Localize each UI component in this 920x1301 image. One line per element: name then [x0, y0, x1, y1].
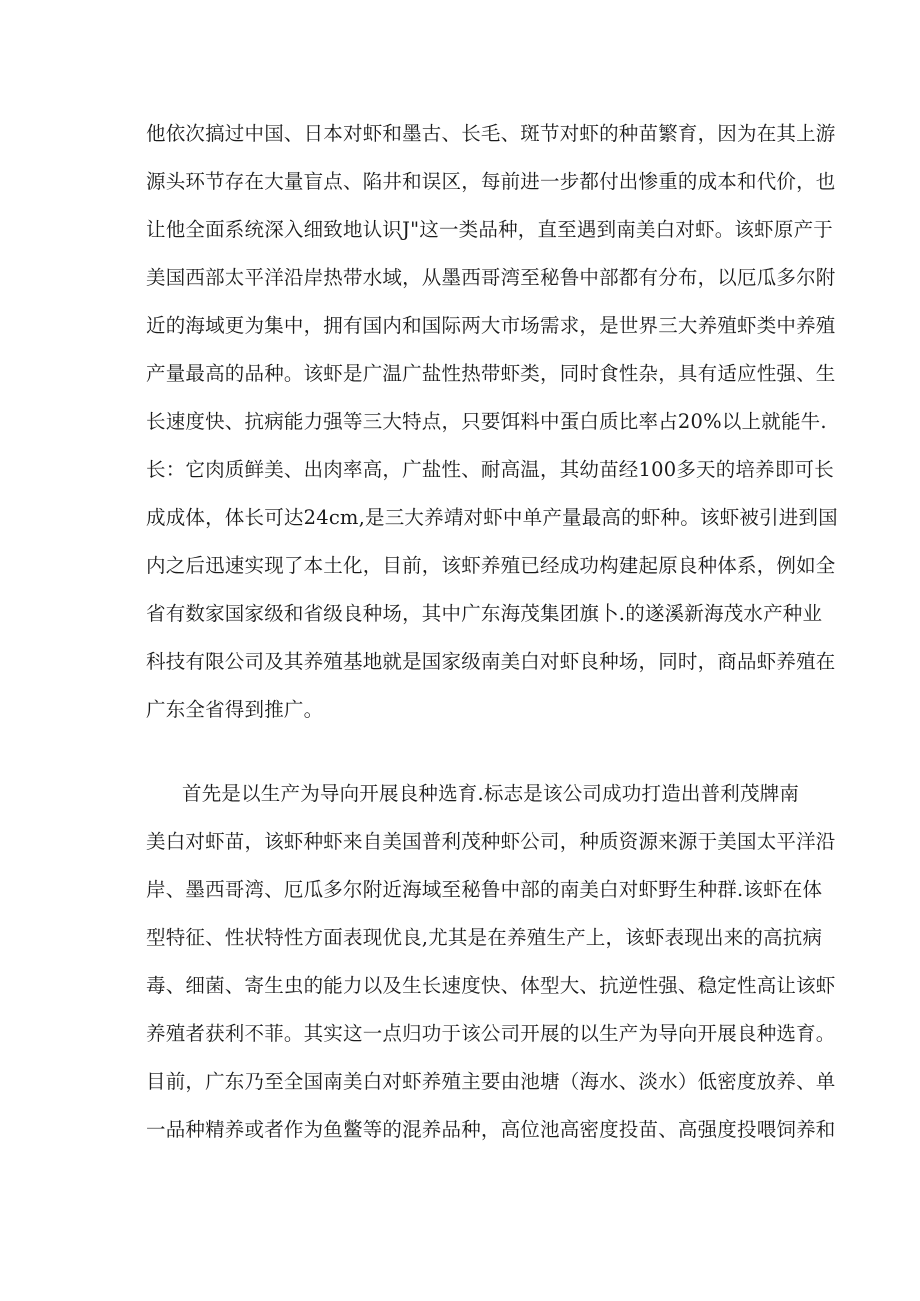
text-line: 内之后迅速实现了本土化，目前，该虾养殖已经成功构建起原良种体系，例如全: [146, 554, 836, 577]
text-line: 近的海域更为集中，拥有国内和国际两大市场需求，是世界三大养殖虾类中养殖: [146, 314, 836, 337]
text-line: 美国西部太平洋沿岸热带水域，从墨西哥湾至秘鲁中部都有分布，以厄瓜多尔附: [146, 266, 836, 289]
text-line: 目前，广东乃至全国南美白对虾养殖主要由池塘（海水、淡水）低密度放养、单: [146, 1070, 836, 1093]
paragraph-2: [146, 770, 836, 1154]
text-line: 成成体，体长可达24cm,是三大养靖对虾中单产量最高的虾种。该虾被引进到国: [146, 506, 838, 529]
text-line: 省有数家国家级和省级良种场，其中广东海茂集团旗卜.的遂溪新海茂水产种业: [146, 602, 823, 625]
text-line: 毒、细菌、寄生虫的能力以及生长速度快、体型大、抗逆性强、稳定性高让该虾: [146, 974, 836, 997]
text-line: 型特征、性状特性方面表现优良,尤其是在养殖生产上，该虾表现出来的高抗病: [146, 926, 823, 949]
text-line: 美白对虾苗，该虾种虾来自美国普利茂种虾公司，种质资源来源于美国太平洋沿: [146, 830, 836, 853]
text-line: 科技有限公司及其养殖基地就是国家级南美白对虾良种场，同时，商品虾养殖在: [146, 650, 836, 673]
text-line: 他依次搞过中国、日本对虾和墨古、长毛、斑节对虾的种苗繁育，因为在其上游: [146, 122, 836, 145]
paragraph-1: [146, 110, 838, 734]
text-line: 源头环节存在大量盲点、陷井和误区，每前进一步都付出惨重的成本和代价，也: [146, 170, 836, 193]
text-line: 广东全省得到推广。: [146, 698, 324, 721]
text-line: 养殖者获利不菲。其实这一点归功于该公司开展的以生产为导向开展良种选育。: [146, 1022, 836, 1045]
text-line: 首先是以生产为导向开展良种选育.标志是该公司成功打造出普利茂牌南: [182, 782, 800, 805]
text-line: 产量最高的品种。该虾是广温广盐性热带虾类，同时食性杂，具有适应性强、生: [146, 362, 836, 385]
text-line: 长速度快、抗病能力强等三大特点，只要饵料中蛋白质比率占20%以上就能牛.: [146, 410, 827, 433]
text-line: 一品种精养或者作为鱼鳖等的混养品种，高位池高密度投苗、高强度投喂饲养和: [146, 1118, 836, 1141]
text-line: 长：它肉质鲜美、出肉率高，广盐性、耐高温，其幼苗经100多天的培养即可长: [146, 458, 834, 481]
text-line: 岸、墨西哥湾、厄瓜多尔附近海域至秘鲁中部的南美白对虾野生种群.该虾在体: [146, 878, 823, 901]
text-line: 让他全面系统深入细致地认识J"这一类品种，直至遇到南美白对虾。该虾原产于: [146, 218, 833, 241]
